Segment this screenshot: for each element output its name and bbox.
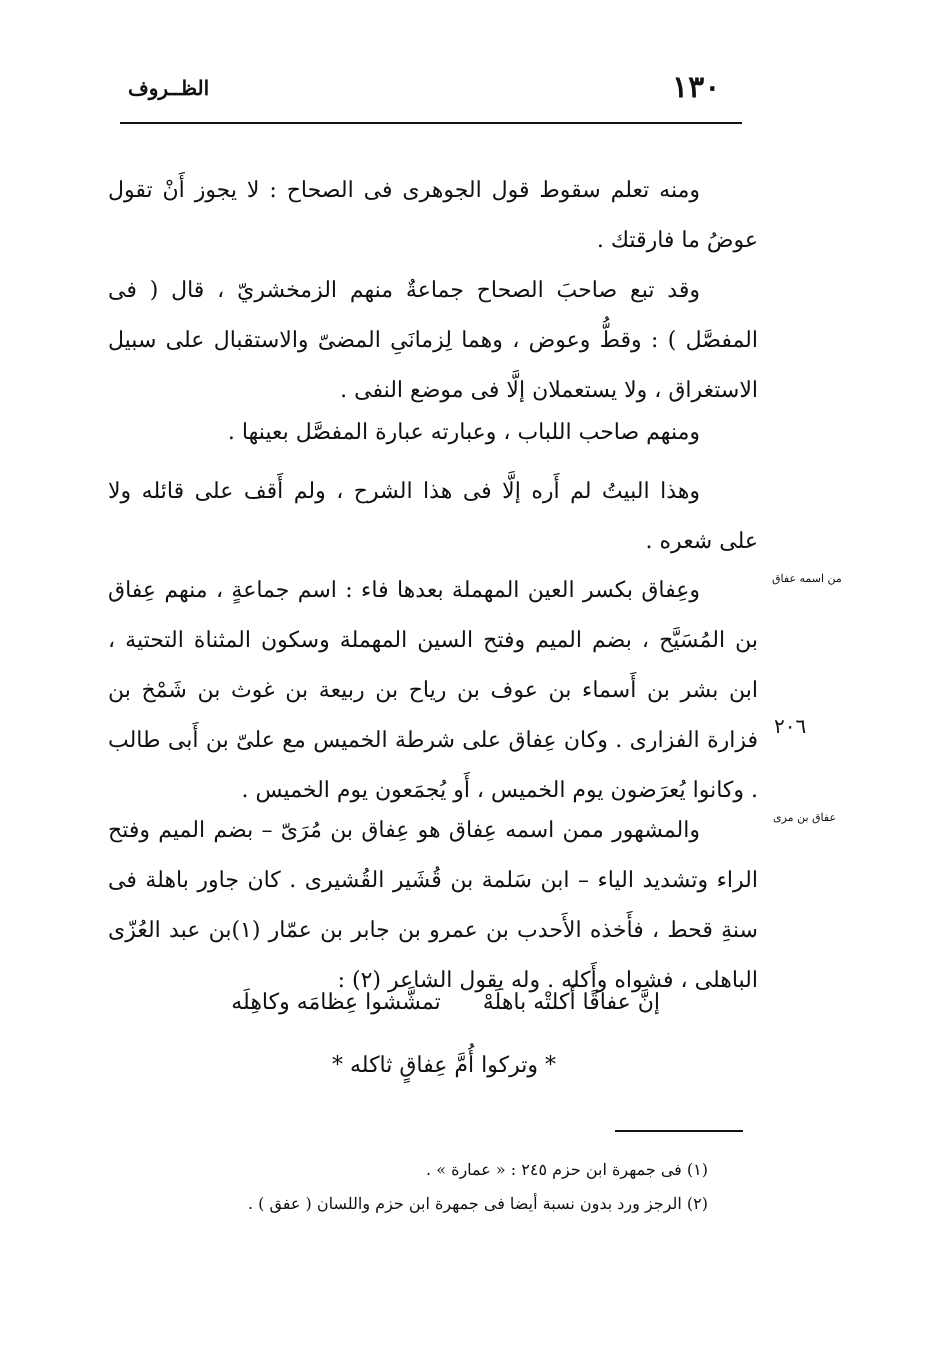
verse-line-1 [230,990,660,1015]
paragraph-6 [108,806,758,1006]
paragraph-5 [108,566,758,816]
paragraph-4 [108,467,758,567]
page-number: ١٣٠ [672,70,721,105]
running-head: الظــروف [128,76,210,100]
paragraph-text: ومنه تعلم سقوط قول الجوهرى فى الصحاح : لا يجوز أَنْ تقول عوضُ ما فارقتك . [108,178,758,253]
paragraph-text: والمشهور ممن اسمه عِفاق هو عِفاق بن مُرَىّ – بضم الميم وفتح الراء وتشديد الياء – ابن سَلمة بن قُشَير القُشيرى . كان جاور باهلة فى سنةِ قحط ، فأَخذه الأَحدب بن عمرو بن جابر بن عمّار (١)بن عبد العُزّى الباهلى ، فشواه وأَكله . وله يقول الشاعر (٢) : [108,818,758,993]
paragraph-text: وعِفاق بكسر العين المهملة بعدها فاء : اسم جماعةٍ ، منهم عِفاق بن المُسَيَّح ، بضم الميم وفتح السين المهملة وسكون المثناة التحتية ، ابن بشر بن أَسماء بن عوف بن رياح بن ربيعة بن غوث بن شَمْخ بن فزارة الفزارى . وكان عِفاق على شرطة الخميس مع علىّ بن أَبى طالب . وكانوا يُعرَضون يوم الخميس ، أَو يُجمَعون يوم الخميس . [108,578,758,803]
footnote-2: (٢) الرجز ورد بدون نسبة أيضا فى جمهرة ابن حزم واللسان ( عفق ) . [247,1194,708,1213]
header-rule [120,122,742,124]
margin-note-name: من اسمه عفاق [772,572,842,585]
paragraph-1 [108,166,758,266]
paragraph-text: وهذا البيتُ لم أَره إلَّا فى هذا الشرح ، ولم أَقف على قائله ولا على شعره . [108,479,758,554]
footnote-1: (١) فى جمهرة ابن حزم ٢٤٥ : « عمارة » . [426,1160,708,1179]
verse-hemistich-right: إنَّ عفاقًا أَكلتْه باهلَهْ [482,990,660,1015]
paragraph-text: وقد تبع صاحبَ الصحاح جماعةٌ منهم الزمخشريّ ، قال ( فى المفصَّل ) : وقطُّ وعوض ، وهما لِزمانَىِ المضىّ والاستقبال على سبيل الاستغراق ، ولا يستعملان إلَّا فى موضع النفى . [108,278,758,403]
margin-page-number: ٢٠٦ [774,714,807,738]
verse-hemistich-left: تمشَّشوا عِظامَه وكاهِلَه [231,990,441,1015]
paragraph-2 [108,266,758,416]
paragraph-3 [108,408,758,458]
verse-line-2: * وتركوا أُمَّ عِفاقٍ ثاكله * [332,1053,556,1078]
margin-note-name: عفاق بن مرى [773,811,837,824]
paragraph-text: ومنهم صاحب اللباب ، وعبارته عبارة المفصَّل بعينها . [227,420,700,445]
footnote-rule [615,1130,743,1132]
